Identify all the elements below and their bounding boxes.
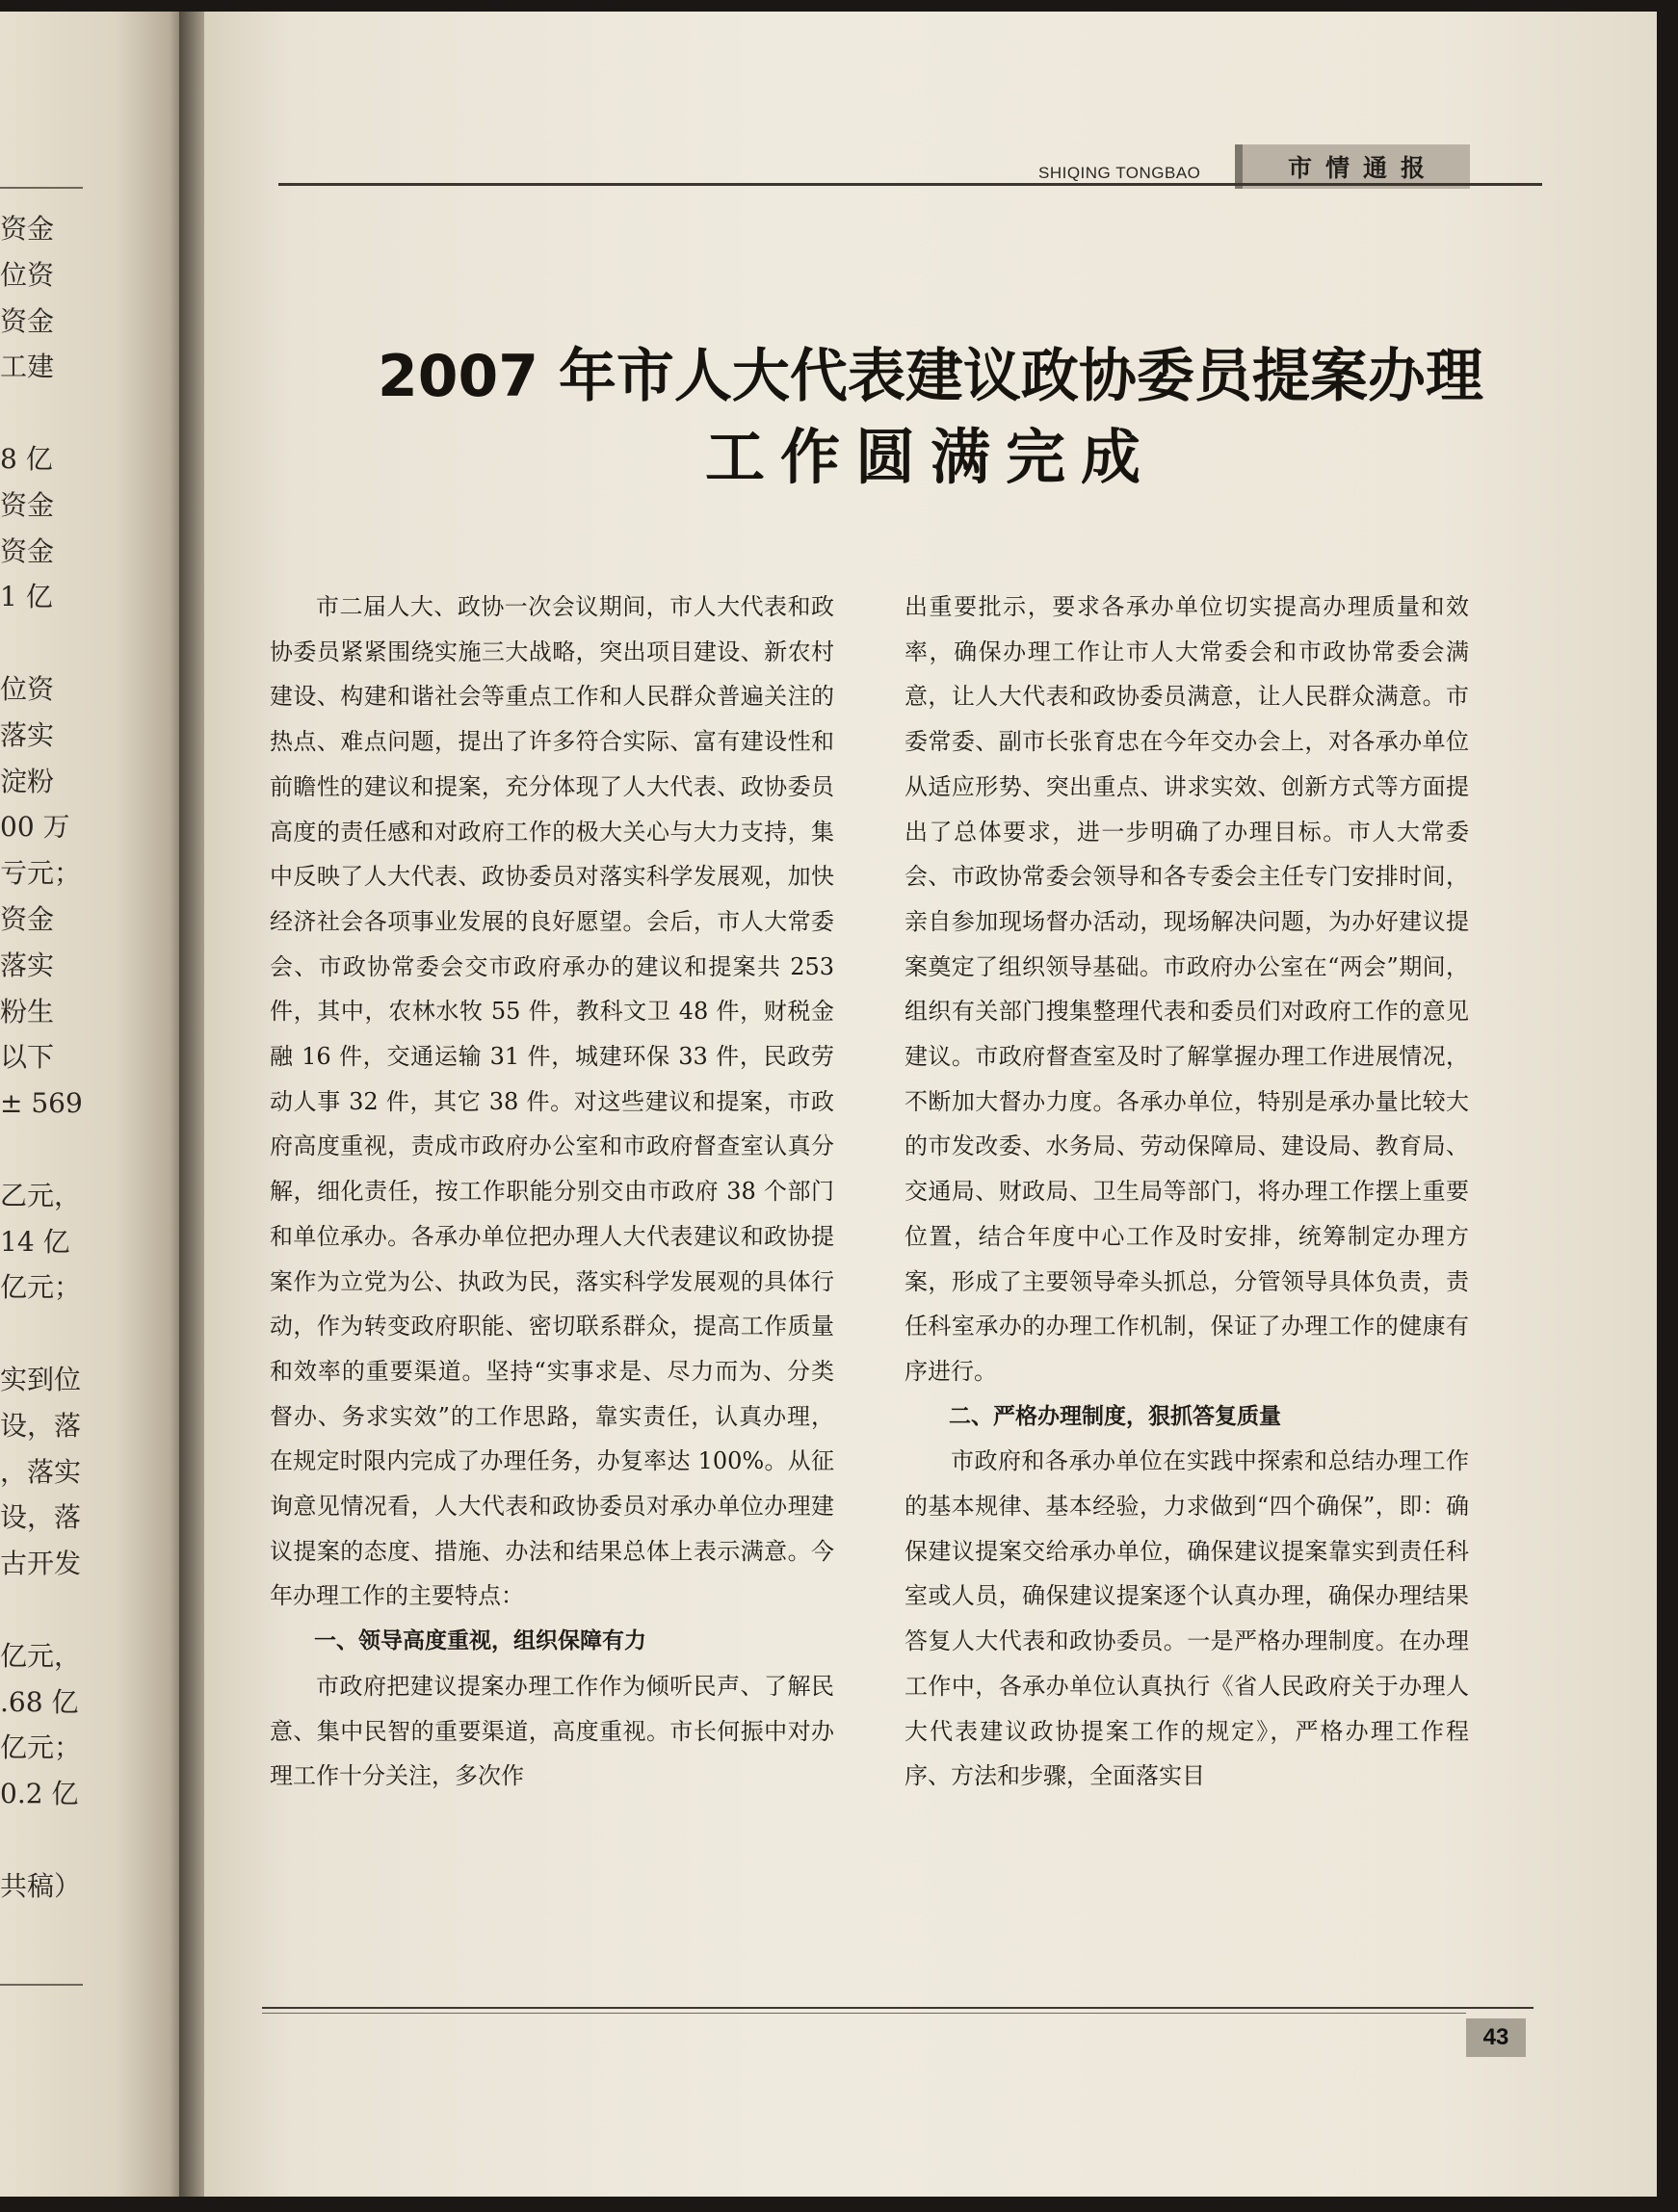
section-heading-1: 一、领导高度重视，组织保障有力	[314, 1628, 646, 1654]
scan-border-right	[1657, 0, 1678, 2212]
previous-page-line: 资金	[0, 489, 55, 521]
previous-page-line: 亏元；	[0, 858, 82, 890]
previous-page-line: 0.2 亿	[0, 1779, 79, 1810]
scan-border-bottom	[0, 2197, 1678, 2212]
previous-page-line: 粉生	[0, 996, 55, 1028]
previous-page-line: 位资	[0, 259, 55, 291]
previous-page-line: 落实	[0, 719, 55, 751]
previous-page-line: 古开发	[0, 1548, 82, 1580]
article-column-right	[905, 585, 1469, 1799]
paragraph-procedures: 市政府和各承办单位在实践中探索和总结办理工作的基本规律、基本经验，力求做到“四个确保”，即：确保建议提案交给承办单位，确保建议提案靠实到责任科室或人员，确保建议提案逐个认真办理，确保办理结果答复人大代表和政协委员。一是严格办理制度。在办理工作中，各承办单位认真执行《省人民政府关于办理人大代表建议政协提案工作的规定》，严格办理工作程序、方法和步骤，全面落实目	[905, 1447, 1469, 1790]
header-rule	[278, 183, 1542, 186]
article-column-left	[270, 585, 834, 1799]
article-title-line-1: 2007 年市人大代表建议政协委员提案办理	[378, 343, 1483, 410]
paragraph-intro: 市二届人大、政协一次会议期间，市人大代表和政协委员紧紧围绕实施三大战略，突出项目建设、新农村建设、构建和谐社会等重点工作和人民群众普遍关注的热点、难点问题，提出了许多符合实际、富有建设性和前瞻性的建议和提案，充分体现了人大代表、政协委员高度的责任感和对政府工作的极大关心与大力支持，集中反映了人大代表、政协委员对落实科学发展观，加快经济社会各项事业发展的良好愿望。会后，市人大常委会、市政协常委会交市政府承办的建议和提案共 253 件，其中，农林水牧 55 件，教科文卫 48 件，财税金融 16 件，交通运输 31 件，城建环保 33 件，民政劳动人事 32 件，其它 38 件。对这些建议和提案，市政府高度重视，责成市政府办公室和市政府督查室认真分解，细化责任，按工作职能分别交由市政府 38 个部门和单位承办。各承办单位把办理人大代表建议和政协提案作为立党为公、执政为民，落实科学发展观的具体行动，作为转变政府职能、密切联系群众，提高工作质量和效率的重要渠道。坚持“实事求是、尽力而为、分类督办、务求实效”的工作思路，靠实责任，认真办理，在规定时限内完成了办理任务，办复率达 100%。从征询意见情况看，人大代表和政协委员对承办单位办理建议提案的态度、措施、办法和结果总体上表示满意。今年办理工作的主要特点：	[270, 593, 834, 1610]
footer-rule-thin	[262, 2013, 1466, 2014]
previous-page-line: 亿元，	[0, 1640, 82, 1672]
footer-rule	[262, 2007, 1534, 2009]
previous-page-bottom-rule	[0, 1984, 83, 1986]
header-english-title: SHIQING TONGBAO	[1038, 164, 1201, 182]
previous-page-line: 8 亿	[0, 444, 53, 475]
previous-page-line: 设，落	[0, 1410, 82, 1442]
section-badge-label: 市情通报	[1287, 154, 1438, 182]
paragraph-leadership-continued: 出重要批示，要求各承办单位切实提高办理质量和效率，确保办理工作让市人大常委会和市政协常委会满意，让人大代表和政协委员满意，让人民群众满意。市委常委、副市长张育忠在今年交办会上，对各承办单位从适应形势、突出重点、讲求实效、创新方式等方面提出了总体要求，进一步明确了办理目标。市人大常委会、市政协常委会领导和各专委会主任专门安排时间，亲自参加现场督办活动，现场解决问题，为办好建议提案奠定了组织领导基础。市政府办公室在“两会”期间，组织有关部门搜集整理代表和委员们对政府工作的意见建议。市政府督查室及时了解掌握办理工作进展情况，不断加大督办力度。各承办单位，特别是承办量比较大的市发改委、水务局、劳动保障局、建设局、教育局、交通局、财政局、卫生局等部门，将办理工作摆上重要位置，结合年度中心工作及时安排，统筹制定办理方案，形成了主要领导牵头抓总，分管领导具体负责，责任科室承办的办理工作机制，保证了办理工作的健康有序进行。	[905, 593, 1469, 1385]
paragraph-leadership: 市政府把建议提案办理工作作为倾听民声、了解民意、集中民智的重要渠道，高度重视。市长何振中对办理工作十分关注，多次作	[270, 1672, 834, 1790]
article-title	[204, 339, 1657, 497]
previous-page-line: 位资	[0, 674, 55, 705]
previous-page-line: 亿元；	[0, 1732, 82, 1764]
previous-page-line: 14 亿	[0, 1226, 70, 1258]
page-number: 43	[1466, 2018, 1526, 2057]
previous-page-line: 淀粉	[0, 766, 55, 797]
magazine-page	[204, 12, 1657, 2199]
previous-page-line: 资金	[0, 904, 55, 935]
previous-page-line: 乙元，	[0, 1180, 82, 1211]
previous-page-line: 00 万	[0, 812, 70, 844]
previous-page-line: 资金	[0, 535, 55, 567]
previous-page-line: ± 569	[0, 1088, 83, 1120]
previous-page-line: 亿元；	[0, 1272, 82, 1304]
previous-page-line: ，落实	[0, 1456, 82, 1488]
previous-page-line: 落实	[0, 950, 55, 981]
previous-page-line: 1 亿	[0, 582, 53, 613]
previous-page-line: 资金	[0, 305, 55, 337]
article-title-line-2: 工作圆满完成	[704, 422, 1156, 492]
previous-page-line: 设，落	[0, 1502, 82, 1534]
previous-page-line: 资金	[0, 214, 55, 245]
previous-page-line: .68 亿	[0, 1686, 79, 1718]
previous-page-top-rule	[0, 187, 83, 189]
section-heading-2: 二、严格办理制度，狠抓答复质量	[949, 1403, 1281, 1429]
previous-page-line: 共稿）	[0, 1870, 82, 1902]
previous-page-edge	[0, 12, 193, 2199]
previous-page-line: 工建	[0, 351, 55, 383]
previous-page-line: 实到位	[0, 1365, 82, 1395]
previous-page-line: 以下	[0, 1042, 55, 1074]
